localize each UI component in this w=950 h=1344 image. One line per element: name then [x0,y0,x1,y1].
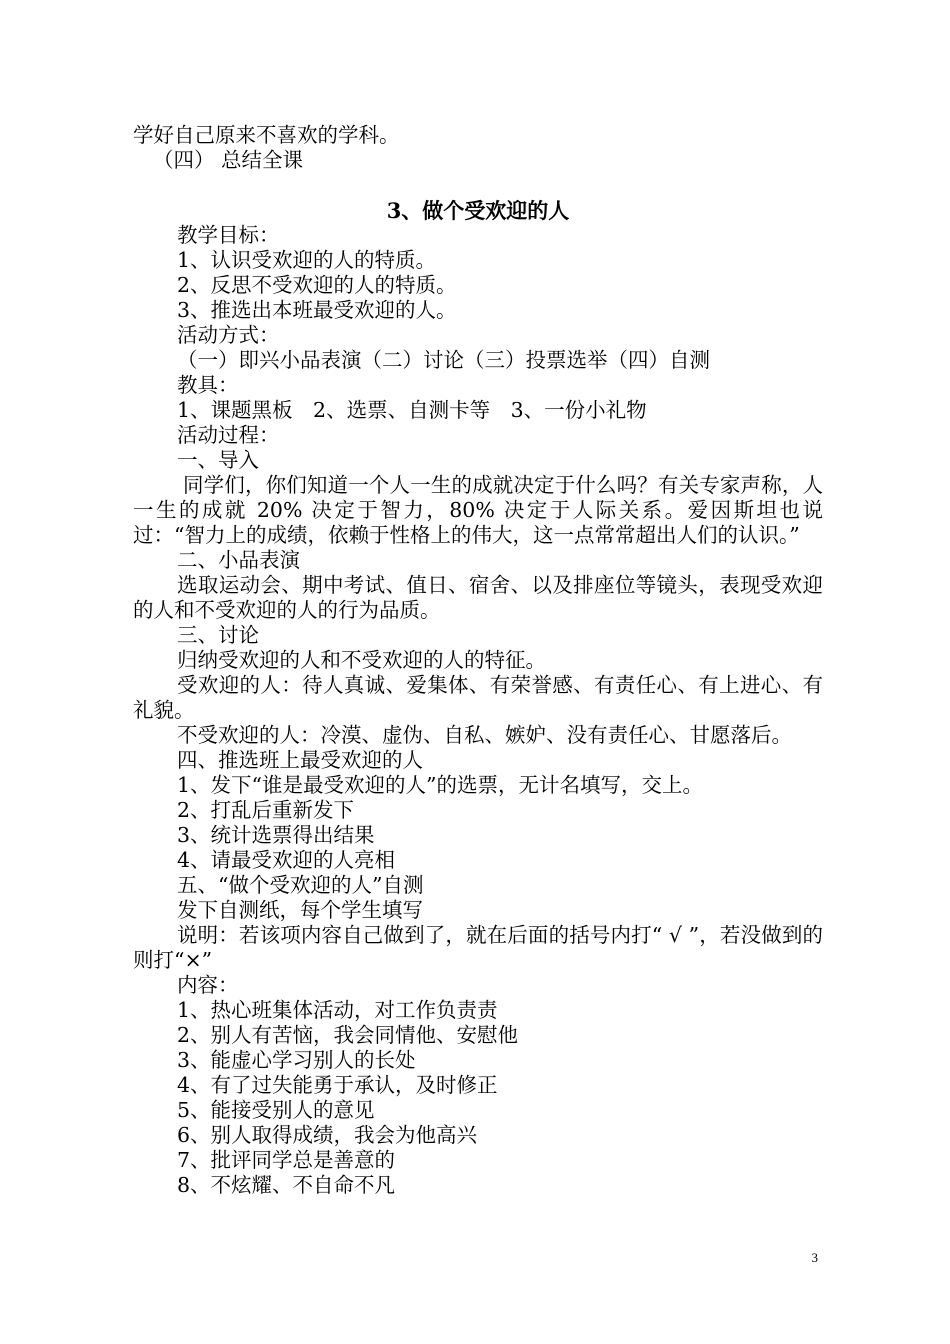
discussion-line: 归纳受欢迎的人和不受欢迎的人的特征。 [177,648,546,672]
section-heading: 四、推选班上最受欢迎的人 [177,748,423,772]
activity-method-list: （一）即兴小品表演（二）讨论（三）投票选举（四）自测 [177,348,710,372]
spacer [133,173,823,198]
self-test-explanation: 说明：若该项内容自己做到了，就在后面的括号内打“ √ ”，若没做到的则打“×” [133,923,823,972]
section-heading: 三、讨论 [177,623,259,647]
section-summary-heading: （四） 总结全课 [153,148,304,172]
vote-step: 1、发下“谁是最受欢迎的人”的选票，无计名填写，交上。 [177,773,704,797]
goal-item: 2、反思不受欢迎的人的特质。 [177,273,457,297]
section-heading: 五、“做个受欢迎的人”自测 [177,873,424,897]
activity-process-heading: 活动过程： [177,423,280,447]
self-test-content-heading: 内容： [177,973,239,997]
teaching-tools-heading: 教具： [177,373,239,397]
self-test-item: 6、别人取得成绩，我会为他高兴 [177,1123,478,1147]
self-test-item: 4、有了过失能勇于承认，及时修正 [177,1073,498,1097]
self-test-instruction: 发下自测纸，每个学生填写 [177,898,423,922]
unpopular-traits-line: 不受欢迎的人：冷漠、虚伪、自私、嫉妒、没有责任心、甘愿落后。 [177,723,792,747]
self-test-item: 1、热心班集体活动，对工作负责责 [177,998,498,1022]
vote-step: 4、请最受欢迎的人亮相 [177,848,396,872]
teaching-goals-heading: 教学目标： [177,223,280,247]
lesson-title: 3、做个受欢迎的人 [386,198,570,223]
page-number: 3 [811,1250,818,1265]
self-test-item: 7、批评同学总是善意的 [177,1148,396,1172]
popular-traits-paragraph: 受欢迎的人：待人真诚、爱集体、有荣誉感、有责任心、有上进心、有礼貌。 [133,673,823,722]
activity-method-heading: 活动方式： [177,323,280,347]
document-body [133,123,823,1198]
self-test-item: 8、不炫耀、不自命不凡 [177,1173,396,1197]
skit-paragraph: 选取运动会、期中考试、值日、宿舍、以及排座位等镜头，表现受欢迎的人和不受欢迎的人的行为品质。 [133,573,823,622]
teaching-tools-list: 1、课题黑板 2、选票、自测卡等 3、一份小礼物 [177,398,647,422]
self-test-item: 2、别人有苦恼，我会同情他、安慰他 [177,1023,519,1047]
goal-item: 3、推选出本班最受欢迎的人。 [177,298,457,322]
vote-step: 2、打乱后重新发下 [177,798,355,822]
section-heading: 一、导入 [177,448,259,472]
intro-paragraph: 同学们，你们知道一个人一生的成就决定于什么吗？有关专家声称，人一生的成就 20% 决定于智力，80% 决定于人际关系。爱因斯坦也说过：“智力上的成绩，依赖于性格上的伟大，这一点常常超出人们的认识。” [133,473,823,547]
text-line: 学好自己原来不喜欢的学科。 [133,123,400,147]
self-test-item: 5、能接受别人的意见 [177,1098,375,1122]
goal-item: 1、认识受欢迎的人的特质。 [177,248,437,272]
self-test-item: 3、能虚心学习别人的长处 [177,1048,416,1072]
section-heading: 二、小品表演 [177,548,300,572]
vote-step: 3、统计选票得出结果 [177,823,375,847]
